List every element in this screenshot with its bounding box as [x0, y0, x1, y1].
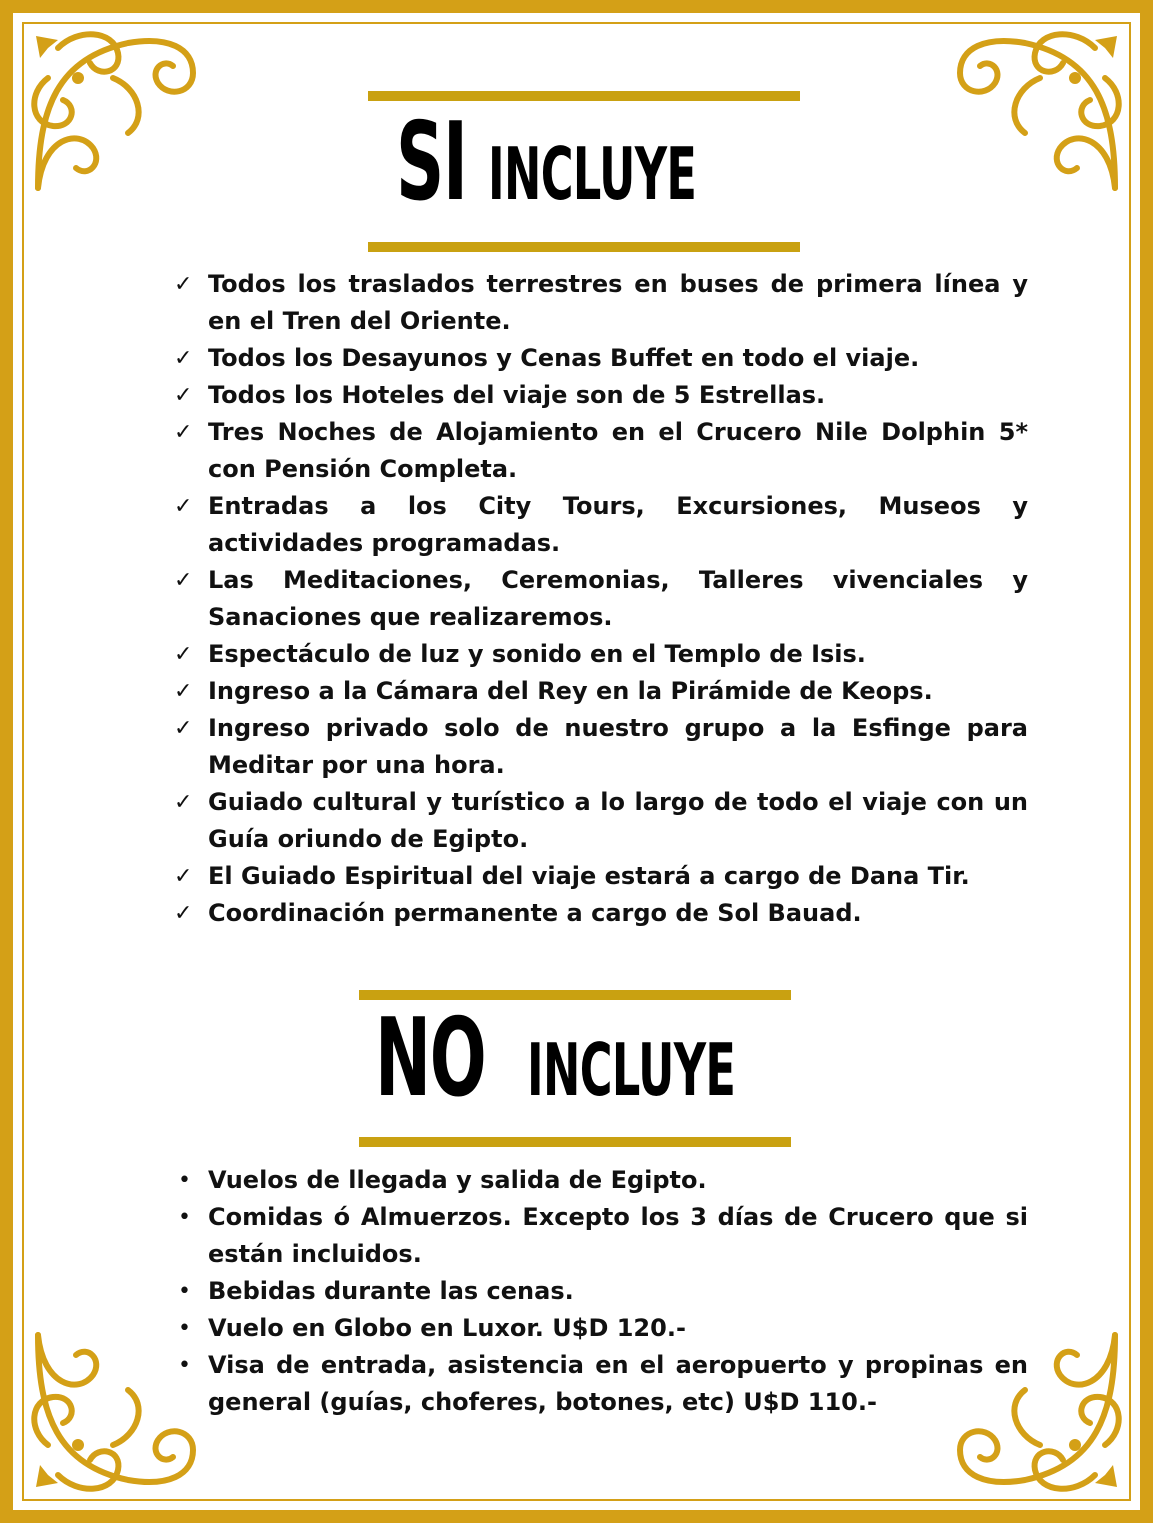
checkmark-icon: ✓ — [174, 790, 193, 815]
list-item — [174, 414, 1028, 488]
bullet-icon: • — [178, 1168, 191, 1193]
list-item — [174, 488, 1028, 562]
list-item-text: Coordinación permanente a cargo de Sol Bauad. — [208, 899, 862, 927]
checkmark-icon: ✓ — [174, 494, 193, 519]
heading-bottom-bar — [359, 1137, 791, 1147]
list-item — [174, 377, 1028, 414]
excluded-heading-small: INCLUYE — [527, 1028, 736, 1112]
list-item-text: Las Meditaciones, Ceremonias, Talleres vivenciales y Sanaciones que realizaremos. — [208, 566, 1028, 631]
list-item-text: El Guiado Espiritual del viaje estará a cargo de Dana Tir. — [208, 862, 970, 890]
bullet-icon: • — [178, 1316, 191, 1341]
bullet-icon: • — [178, 1353, 191, 1378]
list-item — [174, 340, 1028, 377]
list-item — [174, 1310, 1028, 1347]
checkmark-icon: ✓ — [174, 864, 193, 889]
included-list — [174, 266, 1028, 932]
list-item-text: Guiado cultural y turístico a lo largo de todo el viaje con un Guía oriundo de Egipto. — [208, 788, 1028, 853]
bullet-icon: • — [178, 1205, 191, 1230]
included-heading-small: INCLUYE — [487, 132, 697, 216]
list-item-text: Vuelos de llegada y salida de Egipto. — [208, 1166, 707, 1194]
list-item-text: Comidas ó Almuerzos. Excepto los 3 días de Crucero que si están incluidos. — [208, 1203, 1028, 1268]
checkmark-icon: ✓ — [174, 642, 193, 667]
included-heading-big: SI — [396, 100, 467, 225]
checkmark-icon: ✓ — [174, 420, 193, 445]
checkmark-icon: ✓ — [174, 272, 193, 297]
list-item-text: Bebidas durante las cenas. — [208, 1277, 574, 1305]
list-item — [174, 1199, 1028, 1273]
list-item — [174, 858, 1028, 895]
checkmark-icon: ✓ — [174, 383, 193, 408]
flourish-corner-icon — [945, 18, 1135, 208]
list-item-text: Vuelo en Globo en Luxor. U$D 120.- — [208, 1314, 686, 1342]
checkmark-icon: ✓ — [174, 679, 193, 704]
included-heading — [396, 100, 824, 240]
heading-bottom-bar — [368, 242, 800, 252]
excluded-list — [174, 1162, 1028, 1421]
list-item-text: Visa de entrada, asistencia en el aeropuerto y propinas en general (guías, choferes, botones, etc) U$D 110.- — [208, 1351, 1028, 1416]
list-item — [174, 895, 1028, 932]
list-item — [174, 1347, 1028, 1421]
list-item-text: Entradas a los City Tours, Excursiones, Museos y actividades programadas. — [208, 492, 1028, 557]
list-item-text: Todos los Hoteles del viaje son de 5 Estrellas. — [208, 381, 826, 409]
list-item-text: Ingreso a la Cámara del Rey en la Pirámide de Keops. — [208, 677, 933, 705]
list-item — [174, 710, 1028, 784]
list-item-text: Todos los traslados terrestres en buses de primera línea y en el Tren del Oriente. — [208, 270, 1028, 335]
list-item-text: Ingreso privado solo de nuestro grupo a la Esfinge para Meditar por una hora. — [208, 714, 1028, 779]
list-item — [174, 562, 1028, 636]
list-item-text: Tres Noches de Alojamiento en el Crucero Nile Dolphin 5* con Pensión Completa. — [208, 418, 1028, 483]
bullet-icon: • — [178, 1279, 191, 1304]
list-item — [174, 266, 1028, 340]
list-item — [174, 636, 1028, 673]
list-item — [174, 673, 1028, 710]
flourish-corner-icon — [18, 18, 208, 208]
checkmark-icon: ✓ — [174, 716, 193, 741]
list-item — [174, 1162, 1028, 1199]
checkmark-icon: ✓ — [174, 568, 193, 593]
checkmark-icon: ✓ — [174, 901, 193, 926]
checkmark-icon: ✓ — [174, 346, 193, 371]
list-item — [174, 784, 1028, 858]
list-item-text: Todos los Desayunos y Cenas Buffet en todo el viaje. — [208, 344, 920, 372]
excluded-heading-big: NO — [375, 996, 486, 1121]
list-item — [174, 1273, 1028, 1310]
list-item-text: Espectáculo de luz y sonido en el Templo de Isis. — [208, 640, 866, 668]
excluded-heading — [375, 996, 863, 1136]
